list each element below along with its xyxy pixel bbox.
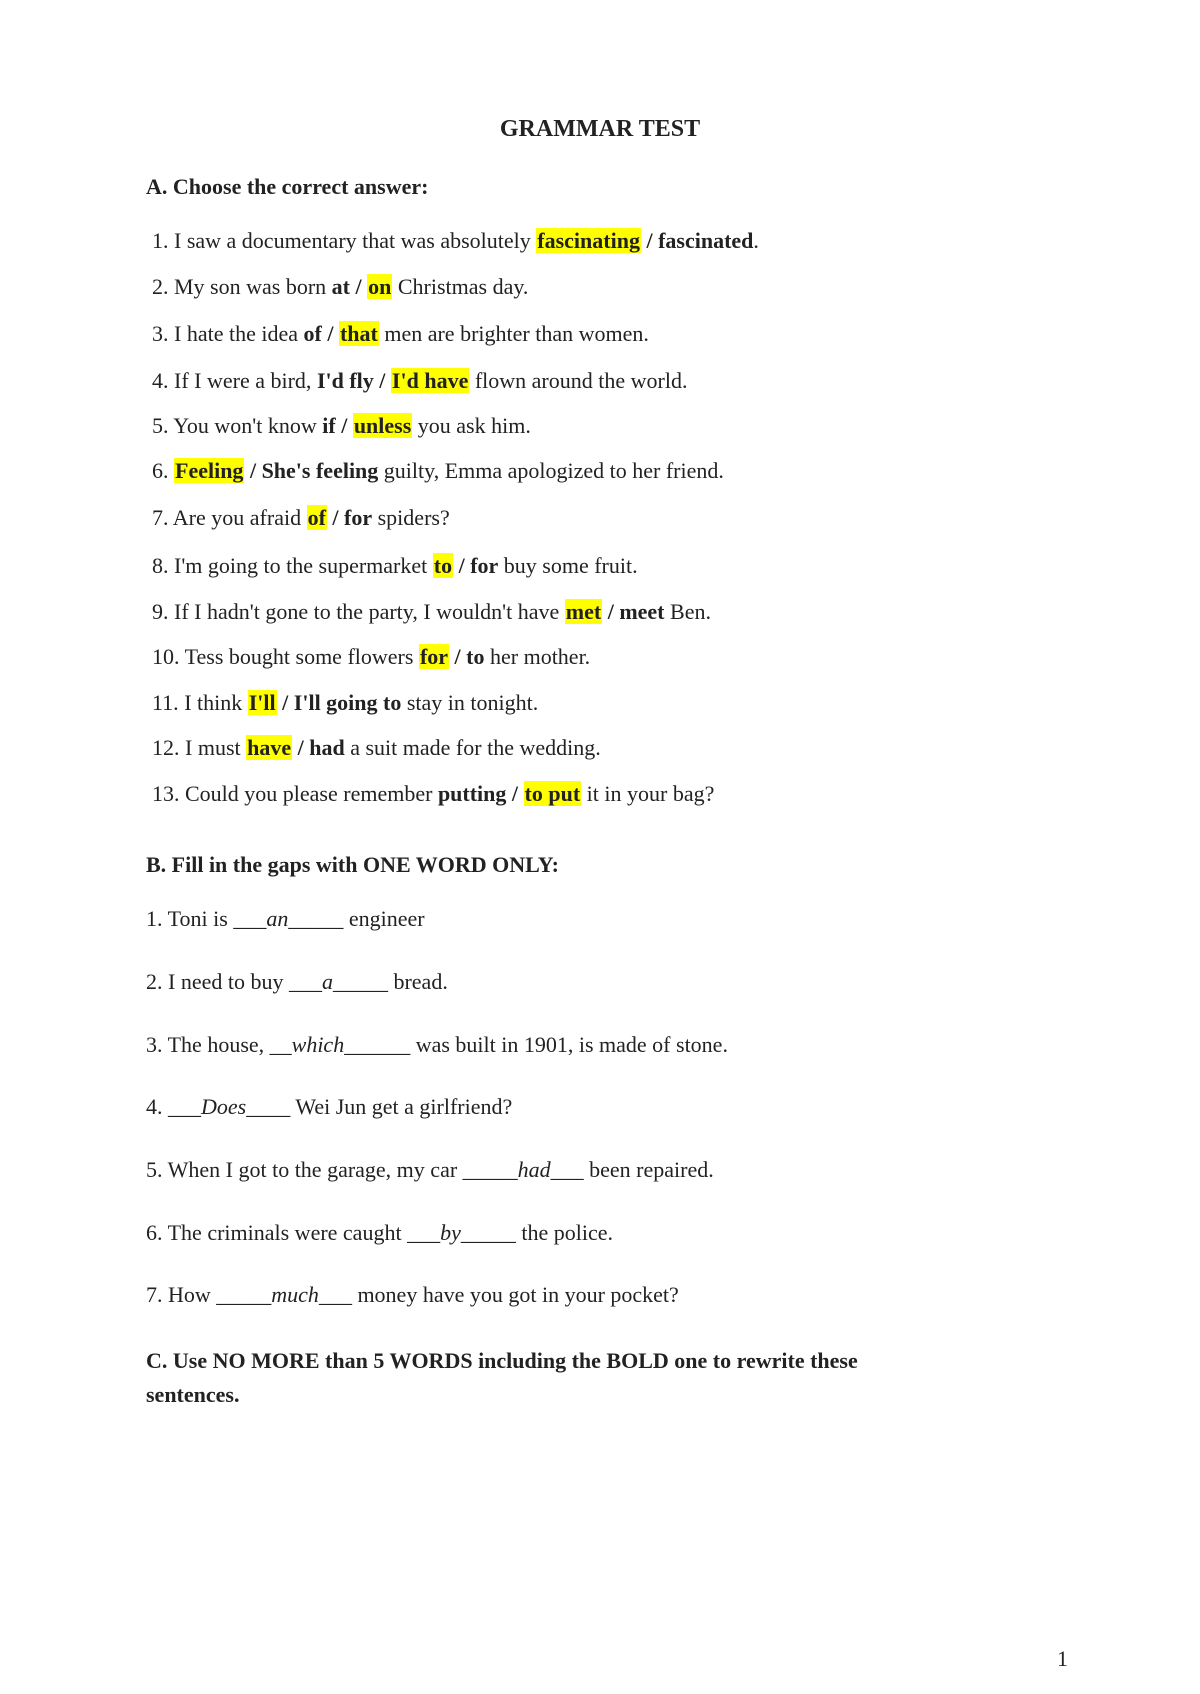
option-separator: / — [607, 599, 614, 624]
option-1: met — [565, 599, 602, 624]
question-text-after: it in your bag? — [586, 781, 715, 806]
question-number: 8. — [152, 553, 169, 578]
question-a-2 — [152, 272, 528, 302]
question-text-after: . — [753, 228, 759, 253]
question-number: 2. — [146, 969, 163, 994]
page-number: 1 — [1057, 1646, 1068, 1671]
option-2: that — [339, 321, 378, 346]
question-text-after: money have you got in your pocket? — [357, 1282, 679, 1307]
option-1: have — [247, 735, 292, 760]
option-1: to — [433, 553, 453, 578]
question-text-after: Ben. — [670, 599, 711, 624]
question-number: 7. — [146, 1282, 163, 1307]
blank-suffix: ____ — [246, 1094, 291, 1119]
question-text-after: stay in tonight. — [406, 690, 539, 715]
section-b-heading: B. Fill in the gaps with ONE WORD ONLY: — [146, 852, 559, 877]
question-text-before: My son was born — [174, 274, 327, 299]
question-text-before: I must — [185, 735, 241, 760]
question-a-11 — [152, 688, 538, 718]
option-2: for — [344, 505, 373, 530]
question-text-after: been repaired. — [589, 1157, 714, 1182]
question-b-5 — [146, 1155, 714, 1185]
option-1: if — [322, 413, 336, 438]
question-number: 6. — [146, 1220, 163, 1245]
question-number: 11. — [152, 690, 179, 715]
option-separator: / — [341, 413, 348, 438]
question-number: 7. — [152, 505, 169, 530]
question-text-before: The house, — [167, 1032, 265, 1057]
question-a-13 — [152, 779, 714, 809]
question-number: 2. — [152, 274, 169, 299]
question-a-3 — [152, 319, 649, 349]
question-text-after: the police. — [521, 1220, 613, 1245]
blank-suffix: ______ — [344, 1032, 411, 1057]
question-a-6 — [152, 456, 724, 486]
question-text-after: guilty, Emma apologized to her friend. — [383, 458, 724, 483]
question-number: 1. — [152, 228, 169, 253]
question-number: 3. — [152, 321, 169, 346]
option-separator: / — [454, 644, 461, 669]
option-2: unless — [353, 413, 412, 438]
question-a-7 — [152, 503, 450, 533]
gap-answer: Does — [201, 1094, 247, 1119]
blank-prefix: _____ — [216, 1282, 272, 1307]
question-a-8 — [152, 551, 638, 581]
option-separator: / — [646, 228, 653, 253]
question-text-before: Tess bought some flowers — [184, 644, 414, 669]
question-text-before: I'm going to the supermarket — [174, 553, 428, 578]
question-b-2 — [146, 967, 448, 997]
question-b-3 — [146, 1030, 728, 1060]
question-text-before: You won't know — [173, 413, 317, 438]
question-number: 6. — [152, 458, 169, 483]
question-a-12 — [152, 733, 601, 763]
option-2: fascinated — [658, 228, 754, 253]
option-separator: / — [249, 458, 257, 483]
question-text-after: you ask him. — [417, 413, 531, 438]
blank-suffix: _____ — [288, 906, 344, 931]
page-title: GRAMMAR TEST — [499, 116, 701, 142]
question-text-before: Could you please remember — [185, 781, 433, 806]
question-number: 4. — [152, 368, 169, 393]
option-2: I'll going to — [293, 690, 402, 715]
option-1: of — [307, 505, 326, 530]
question-text-before: I saw a documentary that was absolutely — [174, 228, 531, 253]
question-text-before: If I hadn't gone to the party, I wouldn't have — [174, 599, 560, 624]
question-number: 3. — [146, 1032, 163, 1057]
section-c-heading-line-2: sentences. — [146, 1382, 240, 1407]
blank-prefix: ___ — [233, 906, 267, 931]
question-b-6 — [146, 1218, 613, 1248]
question-a-4 — [152, 366, 687, 396]
option-2: to put — [524, 781, 581, 806]
question-text-before: The criminals were caught — [167, 1220, 402, 1245]
question-number: 13. — [152, 781, 180, 806]
option-separator: / — [355, 274, 362, 299]
question-b-4 — [146, 1092, 512, 1122]
question-text-after: her mother. — [489, 644, 591, 669]
question-text-after: engineer — [348, 906, 425, 931]
question-text-before: I need to buy — [168, 969, 284, 994]
blank-prefix: _____ — [462, 1157, 518, 1182]
question-number: 4. — [146, 1094, 163, 1119]
option-separator: / — [379, 368, 386, 393]
section-c-heading-line-1: C. Use NO MORE than 5 WORDS including the BOLD one to rewrite these — [146, 1348, 858, 1373]
option-1: putting — [437, 781, 507, 806]
option-2: on — [368, 274, 392, 299]
question-text-after: spiders? — [377, 505, 450, 530]
question-a-10 — [152, 642, 590, 672]
question-a-5 — [152, 411, 531, 441]
gap-answer: by — [440, 1220, 461, 1245]
question-number: 5. — [152, 413, 169, 438]
option-separator: / — [327, 321, 334, 346]
option-2: had — [309, 735, 345, 760]
option-1: for — [419, 644, 449, 669]
option-separator: / — [297, 735, 304, 760]
question-a-1 — [152, 226, 759, 256]
blank-prefix: ___ — [168, 1094, 201, 1119]
gap-answer: had — [517, 1157, 551, 1182]
question-b-7 — [146, 1280, 679, 1310]
option-2: I'd have — [391, 368, 469, 393]
option-separator: / — [332, 505, 339, 530]
question-text-before: How — [168, 1282, 211, 1307]
option-2: meet — [619, 599, 665, 624]
option-2: for — [470, 553, 499, 578]
question-text-before: I hate the idea — [174, 321, 298, 346]
question-text-after: Christmas day. — [397, 274, 529, 299]
question-text-before: Are you afraid — [172, 505, 302, 530]
gap-answer: much — [271, 1282, 319, 1307]
question-number: 1. — [146, 906, 163, 931]
question-number: 12. — [152, 735, 180, 760]
option-separator: / — [282, 690, 289, 715]
gap-answer: an — [266, 906, 289, 931]
question-text-before: When I got to the garage, my car — [167, 1157, 458, 1182]
question-text-before: If I were a bird, — [174, 368, 312, 393]
blank-suffix: ___ — [550, 1157, 584, 1182]
option-1: fascinating — [537, 228, 640, 253]
gap-answer: which — [291, 1032, 345, 1057]
question-number: 10. — [152, 644, 180, 669]
question-text-after: was built in 1901, is made of stone. — [415, 1032, 728, 1057]
question-text-after: buy some fruit. — [503, 553, 638, 578]
option-1: I'd fly — [316, 368, 374, 393]
option-1: of — [303, 321, 322, 346]
option-1: Feeling — [175, 458, 244, 483]
option-separator: / — [511, 781, 519, 806]
option-1: I'll — [248, 690, 276, 715]
option-2: to — [466, 644, 485, 669]
question-text-after: a suit made for the wedding. — [350, 735, 601, 760]
gap-answer: a — [321, 969, 333, 994]
question-text-before: I think — [184, 690, 243, 715]
question-text-after: bread. — [393, 969, 448, 994]
question-text-after: Wei Jun get a girlfriend? — [295, 1094, 513, 1119]
section-a-heading: A. Choose the correct answer: — [146, 174, 429, 199]
question-text-before: Toni is — [167, 906, 228, 931]
option-2: She's feeling — [261, 458, 379, 483]
question-text-after: men are brighter than women. — [384, 321, 649, 346]
blank-prefix: ___ — [407, 1220, 441, 1245]
question-number: 5. — [146, 1157, 163, 1182]
blank-suffix: _____ — [460, 1220, 516, 1245]
question-text-after: flown around the world. — [474, 368, 688, 393]
blank-suffix: ___ — [318, 1282, 352, 1307]
question-b-1 — [146, 904, 425, 934]
blank-prefix: ___ — [288, 969, 322, 994]
option-separator: / — [458, 553, 465, 578]
blank-prefix: __ — [269, 1032, 292, 1057]
option-1: at — [331, 274, 350, 299]
question-a-9 — [152, 597, 711, 627]
question-number: 9. — [152, 599, 169, 624]
blank-suffix: _____ — [332, 969, 388, 994]
